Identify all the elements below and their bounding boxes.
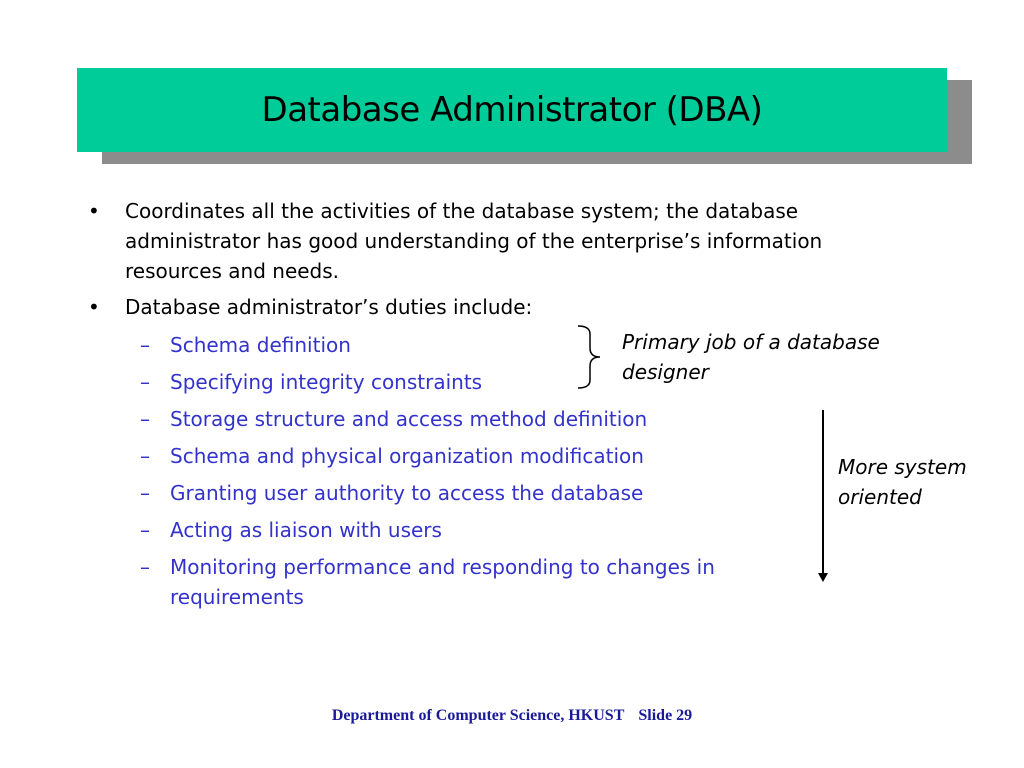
- brace-note: [622, 327, 880, 387]
- duty-text: Acting as liaison with users: [170, 518, 442, 542]
- dash-marker: –: [140, 444, 150, 468]
- bullet-line: resources and needs.: [125, 259, 340, 283]
- bullet-text: [125, 196, 925, 286]
- duty-line: requirements: [170, 585, 304, 609]
- dash-marker: –: [140, 407, 150, 431]
- bullet-text: [125, 292, 925, 322]
- duty-text: Granting user authority to access the database: [170, 481, 644, 505]
- dash-marker: –: [140, 555, 150, 579]
- duty-text: Specifying integrity constraints: [170, 370, 483, 394]
- duty-text: Schema and physical organization modification: [170, 444, 644, 468]
- brace-note-line: Primary job of a database: [622, 330, 880, 354]
- title-banner: [77, 68, 947, 152]
- slide-title: Database Administrator (DBA): [261, 90, 763, 130]
- duty-text: Schema definition: [170, 333, 351, 357]
- brace-note-line: designer: [622, 360, 709, 384]
- right-brace-icon: [572, 324, 612, 390]
- dash-marker: –: [140, 370, 150, 394]
- arrow-note-line: More system: [838, 455, 967, 479]
- down-arrow-icon: [814, 410, 834, 584]
- bullet-line: Database administrator’s duties include:: [125, 295, 533, 319]
- slide-footer: [0, 707, 1024, 725]
- footer-slide-number: Slide 29: [638, 707, 693, 724]
- duty-line: Monitoring performance and responding to changes in: [170, 555, 715, 579]
- bullet-duties: [88, 292, 888, 322]
- dash-marker: –: [140, 333, 150, 357]
- bullet-marker: •: [88, 199, 100, 223]
- footer-department: Department of Computer Science, HKUST: [331, 707, 625, 724]
- bullet-marker: •: [88, 295, 100, 319]
- duty-text: Storage structure and access method definition: [170, 407, 648, 431]
- dash-marker: –: [140, 481, 150, 505]
- arrow-note-line: oriented: [838, 485, 922, 509]
- bullet-line: administrator has good understanding of the enterprise’s information: [125, 229, 823, 253]
- bullet-line: Coordinates all the activities of the database system; the database: [125, 199, 799, 223]
- arrow-note: [838, 452, 967, 512]
- dash-marker: –: [140, 518, 150, 542]
- bullet-coordinates: [88, 196, 888, 286]
- duty-text: [170, 552, 820, 612]
